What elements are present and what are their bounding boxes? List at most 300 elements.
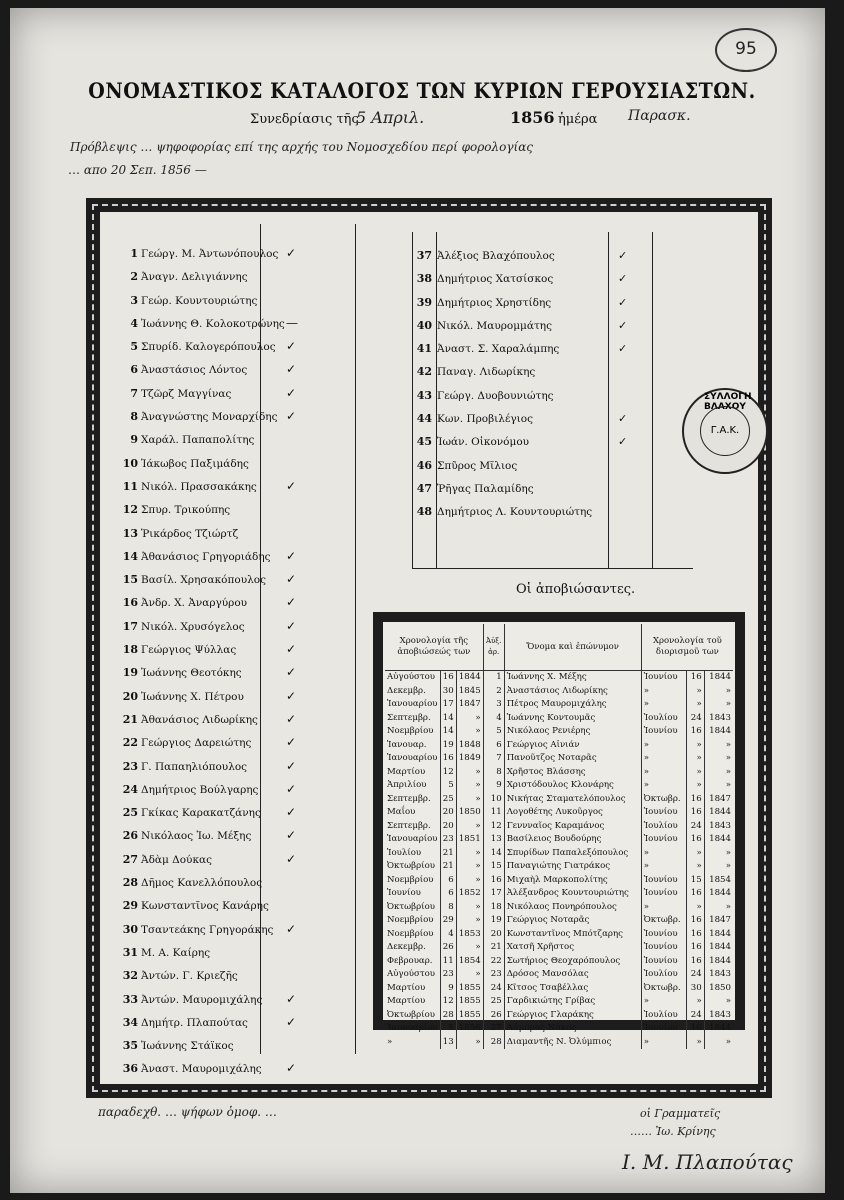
- appointment-day: 16: [687, 833, 704, 847]
- row-number: 17: [483, 887, 504, 901]
- death-day: 12: [440, 766, 456, 780]
- row-number: 7: [483, 752, 504, 766]
- member-row: [412, 500, 690, 523]
- vote-mark: ✓: [286, 1014, 297, 1029]
- member-number: 8: [130, 410, 138, 424]
- appointment-day: 16: [687, 955, 704, 969]
- death-day: 16: [440, 671, 456, 685]
- row-number: 2: [483, 685, 504, 699]
- appointment-month: Ἰουνίου: [641, 928, 687, 942]
- appointment-year: »: [704, 698, 733, 712]
- member-row: [118, 335, 380, 358]
- death-day: 25: [440, 793, 456, 807]
- vote-mark: ✓: [286, 828, 297, 843]
- appointment-month: »: [641, 995, 687, 1009]
- death-month: Ἰανουαρ.: [387, 739, 427, 750]
- appointment-year: »: [704, 739, 733, 753]
- vote-mark: ✓: [286, 246, 297, 260]
- death-year: »: [456, 793, 483, 807]
- vote-mark: ✓: [286, 851, 297, 866]
- member-number: 11: [122, 479, 138, 493]
- appointment-month: Ἰουνίου: [641, 671, 687, 685]
- appointment-year: »: [704, 995, 733, 1009]
- death-year: 1850: [456, 806, 483, 820]
- member-name: Ἰωάννης Χ. Πέτρου: [141, 690, 244, 703]
- member-row: [118, 358, 380, 381]
- member-number: 40: [416, 318, 432, 332]
- appointment-day: 16: [687, 928, 704, 942]
- member-name: Ἀναγν. Δελιγιάννης: [141, 271, 248, 284]
- death-month: Ὀκτωβρίου: [387, 861, 435, 871]
- member-number: 41: [416, 342, 432, 356]
- deceased-row: [385, 725, 733, 739]
- death-year: 1855: [456, 1009, 483, 1023]
- member-row: [118, 498, 380, 521]
- member-row: [412, 360, 690, 383]
- member-name: Ἀντών. Μαυρομιχάλης: [141, 993, 263, 1006]
- appointment-month: Ἰουνίου: [641, 806, 687, 820]
- member-row: [412, 291, 690, 314]
- death-day: 17: [440, 698, 456, 712]
- member-row: [118, 685, 380, 708]
- member-row: [118, 778, 380, 801]
- appointment-month: Ἰουνίου: [641, 725, 687, 739]
- member-number: 14: [122, 549, 138, 563]
- member-name: Ῥικάρδος Τζιώρτζ: [141, 527, 239, 540]
- member-row: [118, 452, 380, 475]
- member-number: 29: [122, 899, 138, 913]
- member-name: Γεώργιος Δαρειώτης: [141, 737, 252, 750]
- deceased-name: Μιχαὴλ Μαρκοπολίτης: [504, 874, 641, 888]
- death-year: »: [456, 901, 483, 915]
- appointment-year: »: [704, 1036, 733, 1050]
- vote-mark: ✓: [286, 758, 297, 773]
- member-row: [118, 242, 380, 265]
- page-title: ΟΝΟΜΑΣΤΙΚΟΣ ΚΑΤΑΛΟΓΟΣ ΤΩΝ ΚΥΡΙΩΝ ΓΕΡΟΥΣΙΑΣΤΩΝ.: [88, 78, 756, 104]
- appointment-day: 16: [687, 941, 704, 955]
- death-year: »: [456, 712, 483, 726]
- deceased-name: Νικήτας Σταματελόπουλος: [504, 793, 641, 807]
- col-name: Ὄνομα καὶ ἐπώνυμον: [504, 624, 641, 671]
- appointment-day: 24: [687, 968, 704, 982]
- appointment-month: »: [641, 739, 687, 753]
- member-row: [412, 314, 690, 337]
- footer-secretaries: οἱ Γραμματεῖς: [640, 1107, 721, 1120]
- death-day: 28: [440, 1009, 456, 1023]
- row-number: 8: [483, 766, 504, 780]
- appointment-month: Ὀκτωβρ.: [641, 793, 687, 807]
- member-row: [118, 405, 380, 428]
- appointment-year: »: [704, 779, 733, 793]
- appointment-month: Ὀκτωβρ.: [641, 914, 687, 928]
- member-name: Σπυρ. Τρικούπης: [141, 504, 231, 517]
- appointment-year: 1844: [704, 941, 733, 955]
- deceased-name: Ἀναστάσιος Λιδωρίκης: [504, 685, 641, 699]
- deceased-name: Παναγιώτης Γιατράκος: [504, 860, 641, 874]
- death-month: Ὀκτωβρίου: [387, 1009, 435, 1020]
- member-number: 34: [122, 1015, 138, 1029]
- death-year: »: [456, 820, 483, 834]
- member-number: 15: [122, 573, 138, 587]
- deceased-name: Πανοῦτζος Νοταρᾶς: [504, 752, 641, 766]
- stamp-center: Γ.Α.Κ.: [700, 406, 750, 456]
- appointment-day: »: [687, 739, 704, 753]
- row-number: 12: [483, 820, 504, 834]
- death-year: »: [456, 779, 483, 793]
- member-number: 27: [122, 852, 138, 866]
- appointment-month: »: [641, 901, 687, 915]
- appointment-year: 1843: [704, 968, 733, 982]
- deceased-row: [385, 793, 733, 807]
- member-number: 16: [122, 596, 138, 610]
- deceased-name: Βασίλειος Βουδούρης: [504, 833, 641, 847]
- death-month: Σεπτεμβρ.: [387, 793, 431, 804]
- member-name: Γεώργ. Μ. Ἀντωνόπουλος: [141, 248, 279, 260]
- col-death-date: Χρονολογία τῆς ἀποβιώσεώς των: [385, 624, 483, 671]
- member-name: Δημήτριος Λ. Κουντουριώτης: [437, 506, 593, 519]
- member-name: Ἰωάννης Θεοτόκης: [141, 667, 242, 680]
- member-number: 2: [130, 270, 138, 284]
- member-name: Ἀλέξιος Βλαχόπουλος: [437, 250, 555, 262]
- member-name: Δημήτρ. Πλαπούτας: [141, 1016, 248, 1029]
- row-number: 18: [483, 901, 504, 915]
- member-row: [412, 407, 690, 430]
- row-number: 10: [483, 793, 504, 807]
- member-row: [118, 894, 380, 917]
- vote-mark: ✓: [286, 781, 297, 796]
- member-number: 46: [416, 458, 432, 472]
- member-row: [118, 545, 380, 568]
- death-year: 1855: [456, 995, 483, 1009]
- vote-mark: ✓: [286, 991, 297, 1006]
- vote-mark: ✓: [286, 688, 297, 703]
- deceased-row: [385, 833, 733, 847]
- member-number: 38: [416, 272, 432, 286]
- member-number: 5: [130, 340, 138, 354]
- member-row: [412, 267, 690, 290]
- deceased-row: [385, 968, 733, 982]
- appointment-month: Ἰουλίου: [641, 820, 687, 834]
- member-row: [118, 918, 380, 941]
- appointment-month: »: [641, 698, 687, 712]
- member-number: 33: [122, 992, 138, 1006]
- member-number: 39: [416, 295, 432, 309]
- appointment-month: »: [641, 847, 687, 861]
- member-name: Ἰωάννης Στάϊκος: [141, 1040, 234, 1053]
- appointment-day: 16: [687, 887, 704, 901]
- member-name: Ἀνδρ. Χ. Ἀναργύρου: [141, 597, 248, 610]
- member-name: Δημήτριος Χατσίσκος: [437, 273, 554, 286]
- deceased-name: Λάμπρος Νάκος: [504, 1022, 641, 1036]
- appointment-year: 1844: [704, 1022, 733, 1036]
- death-year: 1855: [456, 982, 483, 996]
- vote-mark: ✓: [618, 412, 628, 426]
- member-row: [118, 755, 380, 778]
- member-number: 22: [122, 736, 138, 750]
- death-month: Νοεμβρίου: [387, 915, 434, 925]
- appointment-month: Ἰουνίου: [641, 955, 687, 969]
- col-number: Ἀὐξ. ἀρ.: [483, 624, 504, 671]
- member-row: [118, 428, 380, 451]
- vote-mark: ✓: [286, 618, 297, 633]
- appointment-month: »: [641, 1036, 687, 1050]
- appointment-day: »: [687, 995, 704, 1009]
- vote-mark: ✓: [286, 478, 297, 493]
- death-month: Ἰανουαρίου: [387, 753, 438, 763]
- deceased-row: [385, 685, 733, 699]
- appointment-year: 1844: [704, 725, 733, 739]
- member-row: [412, 477, 690, 500]
- death-month: Αὐγούστου: [387, 672, 435, 682]
- appointment-year: 1844: [704, 806, 733, 820]
- member-name: Κωνσταντῖνος Κανάρης: [141, 900, 269, 913]
- member-name: Νικόλαος Ἰω. Μέξης: [141, 830, 252, 843]
- member-name: Δημήτριος Χρηστίδης: [437, 296, 552, 309]
- deceased-name: Πέτρος Μαυρομιχάλης: [504, 698, 641, 712]
- appointment-day: 24: [687, 712, 704, 726]
- member-row: [118, 591, 380, 614]
- death-year: »: [456, 874, 483, 888]
- member-number: 10: [122, 456, 138, 470]
- death-year: 1848: [456, 739, 483, 753]
- member-name: Γκίκας Καρακατζάνης: [141, 807, 261, 820]
- member-name: Νικόλ. Πρασσακάκης: [141, 480, 257, 493]
- death-month: Ὀκτωβρίου: [387, 901, 435, 912]
- member-name: Ἀθανάσιος Γρηγοριάδης: [141, 550, 271, 563]
- row-number: 3: [483, 698, 504, 712]
- member-row: [118, 382, 380, 405]
- right-box-bottom-rule: [412, 568, 693, 569]
- member-name: Ἀναστάσιος Λόντος: [141, 364, 248, 377]
- row-number: 13: [483, 833, 504, 847]
- handwritten-note-line-1: Πρόβλεψις … ψηφοφορίας επί της αρχής του Νομοσχεδίου περί φορολογίας: [70, 140, 534, 154]
- death-month: Μαΐου: [387, 807, 416, 817]
- death-day: 5: [440, 779, 456, 793]
- member-row: [118, 731, 380, 754]
- death-day: 20: [440, 806, 456, 820]
- member-name: Σπῦρος Μῖλιος: [437, 459, 518, 472]
- deceased-table-frame: [373, 612, 745, 1047]
- vote-mark: ✓: [618, 272, 628, 286]
- deceased-row: [385, 995, 733, 1009]
- member-name: Μ. Α. Καίρης: [141, 946, 211, 959]
- deceased-heading: Οἱ ἀποβιώσαντες.: [516, 582, 636, 597]
- death-day: 21: [440, 860, 456, 874]
- appointment-month: »: [641, 779, 687, 793]
- deceased-row: [385, 1036, 733, 1050]
- member-number: 43: [416, 388, 432, 402]
- row-number: 24: [483, 982, 504, 996]
- archive-stamp: [682, 388, 768, 474]
- session-year: 1856: [510, 108, 555, 127]
- member-number: 48: [416, 505, 432, 519]
- appointment-day: »: [687, 1036, 704, 1050]
- deceased-name: Χατσῆ Χρῆστος: [504, 941, 641, 955]
- member-name: Ἀντών. Γ. Κριεζῆς: [141, 970, 238, 983]
- session-label: Συνεδρίασις τῆς: [250, 112, 359, 127]
- death-month: Ἰανουαρίου: [387, 699, 438, 709]
- appointment-day: 15: [687, 874, 704, 888]
- vote-mark: ✓: [286, 805, 297, 820]
- session-day: 5 Απριλ.: [356, 108, 425, 127]
- deceased-table-area: [383, 622, 735, 1047]
- death-year: 1854: [456, 955, 483, 969]
- member-number: 13: [122, 526, 138, 540]
- deceased-name: Γεώργιος Νοταρᾶς: [504, 914, 641, 928]
- member-name: Ἀναστ. Μαυρομιχάλης: [141, 1063, 262, 1076]
- vote-mark: ✓: [286, 642, 297, 657]
- appointment-day: »: [687, 860, 704, 874]
- appointment-year: 1844: [704, 833, 733, 847]
- appointment-year: 1843: [704, 820, 733, 834]
- member-row: [118, 1034, 380, 1057]
- death-day: 12: [440, 995, 456, 1009]
- member-number: 1: [130, 247, 138, 260]
- deceased-name: Κωνσταντῖνος Μπότζαρης: [504, 928, 641, 942]
- member-name: Γεώργιος Ψύλλας: [141, 644, 237, 657]
- row-number: 25: [483, 995, 504, 1009]
- member-name: Τσαντεάκης Γρηγοράκης: [141, 923, 274, 936]
- death-year: »: [456, 725, 483, 739]
- member-name: Ἀναγνώστης Μοναρχίδης: [141, 411, 278, 424]
- death-month: »: [387, 1036, 393, 1047]
- deceased-name: Χριστόδουλος Κλονάρης: [504, 779, 641, 793]
- member-row: [118, 871, 380, 894]
- member-number: 20: [122, 689, 138, 703]
- deceased-row: [385, 698, 733, 712]
- member-number: 31: [122, 945, 138, 959]
- death-month: Ἰουνίου: [387, 888, 421, 898]
- appointment-month: Ὀκτωβρ.: [641, 982, 687, 996]
- death-day: 14: [440, 725, 456, 739]
- row-number: 27: [483, 1022, 504, 1036]
- appointment-year: 1844: [704, 887, 733, 901]
- member-name: Νικόλ. Μαυρομμάτης: [437, 319, 552, 332]
- death-year: 1856: [456, 1022, 483, 1036]
- vote-mark: ✓: [286, 548, 297, 563]
- deceased-row: [385, 941, 733, 955]
- deceased-name: Χρῆστος Βλάσσης: [504, 766, 641, 780]
- member-row: [118, 824, 380, 847]
- deceased-name: Νικόλαος Ρενιέρης: [504, 725, 641, 739]
- row-number: 16: [483, 874, 504, 888]
- appointment-year: »: [704, 847, 733, 861]
- row-number: 14: [483, 847, 504, 861]
- member-number: 36: [122, 1062, 138, 1076]
- vote-mark: ✓: [618, 249, 628, 262]
- deceased-row: [385, 928, 733, 942]
- row-number: 9: [483, 779, 504, 793]
- signature: Ι. Μ. Πλαπούτας: [622, 1150, 793, 1174]
- deceased-table-header: [385, 624, 733, 671]
- death-month: Νοεμβρίου: [387, 874, 434, 885]
- death-month: Νοεμβρίου: [387, 726, 434, 736]
- death-month: Ἰουλίου: [387, 847, 422, 858]
- member-number: 18: [122, 643, 138, 657]
- deceased-name: Δρόσος Μανσόλας: [504, 968, 641, 982]
- member-name: Ἀδὰμ Δούκας: [141, 853, 212, 866]
- deceased-name: Ἀλέξανδρος Κουντουριώτης: [504, 887, 641, 901]
- row-number: 21: [483, 941, 504, 955]
- vote-mark: ✓: [286, 572, 297, 587]
- appointment-year: 1844: [704, 671, 733, 685]
- death-day: 29: [440, 914, 456, 928]
- member-row: [118, 312, 380, 335]
- row-number: 19: [483, 914, 504, 928]
- member-name: Ἀθανάσιος Λιδωρίκης: [141, 713, 258, 726]
- appointment-year: 1847: [704, 914, 733, 928]
- member-number: 47: [416, 481, 432, 495]
- member-number: 12: [122, 503, 138, 517]
- appointment-month: Ἰουνίου: [641, 941, 687, 955]
- deceased-name: Διαμαντῆς Ν. Ὀλύμπιος: [504, 1036, 641, 1050]
- members-list-right: [412, 244, 690, 524]
- death-day: 21: [440, 847, 456, 861]
- appointment-year: »: [704, 752, 733, 766]
- deceased-name: Γαρδικιώτης Γρίβας: [504, 995, 641, 1009]
- deceased-row: [385, 955, 733, 969]
- appointment-day: 16: [687, 1022, 704, 1036]
- appointment-day: 24: [687, 820, 704, 834]
- death-month: Ἀπριλίου: [387, 780, 427, 790]
- member-row: [412, 430, 690, 453]
- member-name: Χαράλ. Παπαπολίτης: [141, 434, 255, 447]
- appointment-day: 30: [687, 982, 704, 996]
- death-month: Νοεμβρίου: [387, 928, 434, 939]
- member-number: 25: [122, 806, 138, 820]
- member-name: Γεώρ. Κουντουριώτης: [141, 294, 258, 307]
- member-number: 45: [416, 435, 432, 449]
- row-number: 4: [483, 712, 504, 726]
- death-month: Ἰανουαρίου: [387, 1023, 438, 1033]
- member-name: Βασίλ. Χρησακόπουλος: [141, 574, 266, 587]
- appointment-day: »: [687, 779, 704, 793]
- death-month: Μαρτίου: [387, 766, 426, 777]
- death-year: »: [456, 914, 483, 928]
- appointment-year: »: [704, 685, 733, 699]
- member-row: [118, 475, 380, 498]
- row-number: 26: [483, 1009, 504, 1023]
- vote-mark: ✓: [286, 595, 297, 610]
- vote-mark: —: [286, 315, 298, 330]
- deceased-row: [385, 982, 733, 996]
- member-row: [118, 848, 380, 871]
- appointment-day: »: [687, 847, 704, 861]
- deceased-name: Γεννναῖος Καραμάνος: [504, 820, 641, 834]
- member-number: 3: [130, 293, 138, 307]
- death-year: »: [456, 941, 483, 955]
- member-number: 24: [122, 782, 138, 796]
- vote-mark: ✓: [286, 409, 297, 424]
- death-day: 13: [440, 1036, 456, 1050]
- appointment-month: Ἰουλίου: [641, 1009, 687, 1023]
- member-row: [412, 454, 690, 477]
- death-year: 1852: [456, 887, 483, 901]
- deceased-name: Σπυρίδων Παπαλεξόπουλος: [504, 847, 641, 861]
- member-name: Τζῶρζ Μαγγίνας: [141, 387, 232, 400]
- member-row: [118, 289, 380, 312]
- death-year: »: [456, 847, 483, 861]
- appointment-day: 16: [687, 806, 704, 820]
- appointment-month: »: [641, 860, 687, 874]
- vote-mark: ✓: [618, 342, 628, 356]
- appointment-year: 1844: [704, 928, 733, 942]
- row-number: 1: [483, 671, 504, 685]
- page-number: 95: [715, 28, 777, 72]
- appointment-month: Ἰουνίου: [641, 1022, 687, 1036]
- member-name: Γεώργ. Δυοβουνιώτης: [437, 389, 554, 402]
- appointment-month: Ἰουνίου: [641, 833, 687, 847]
